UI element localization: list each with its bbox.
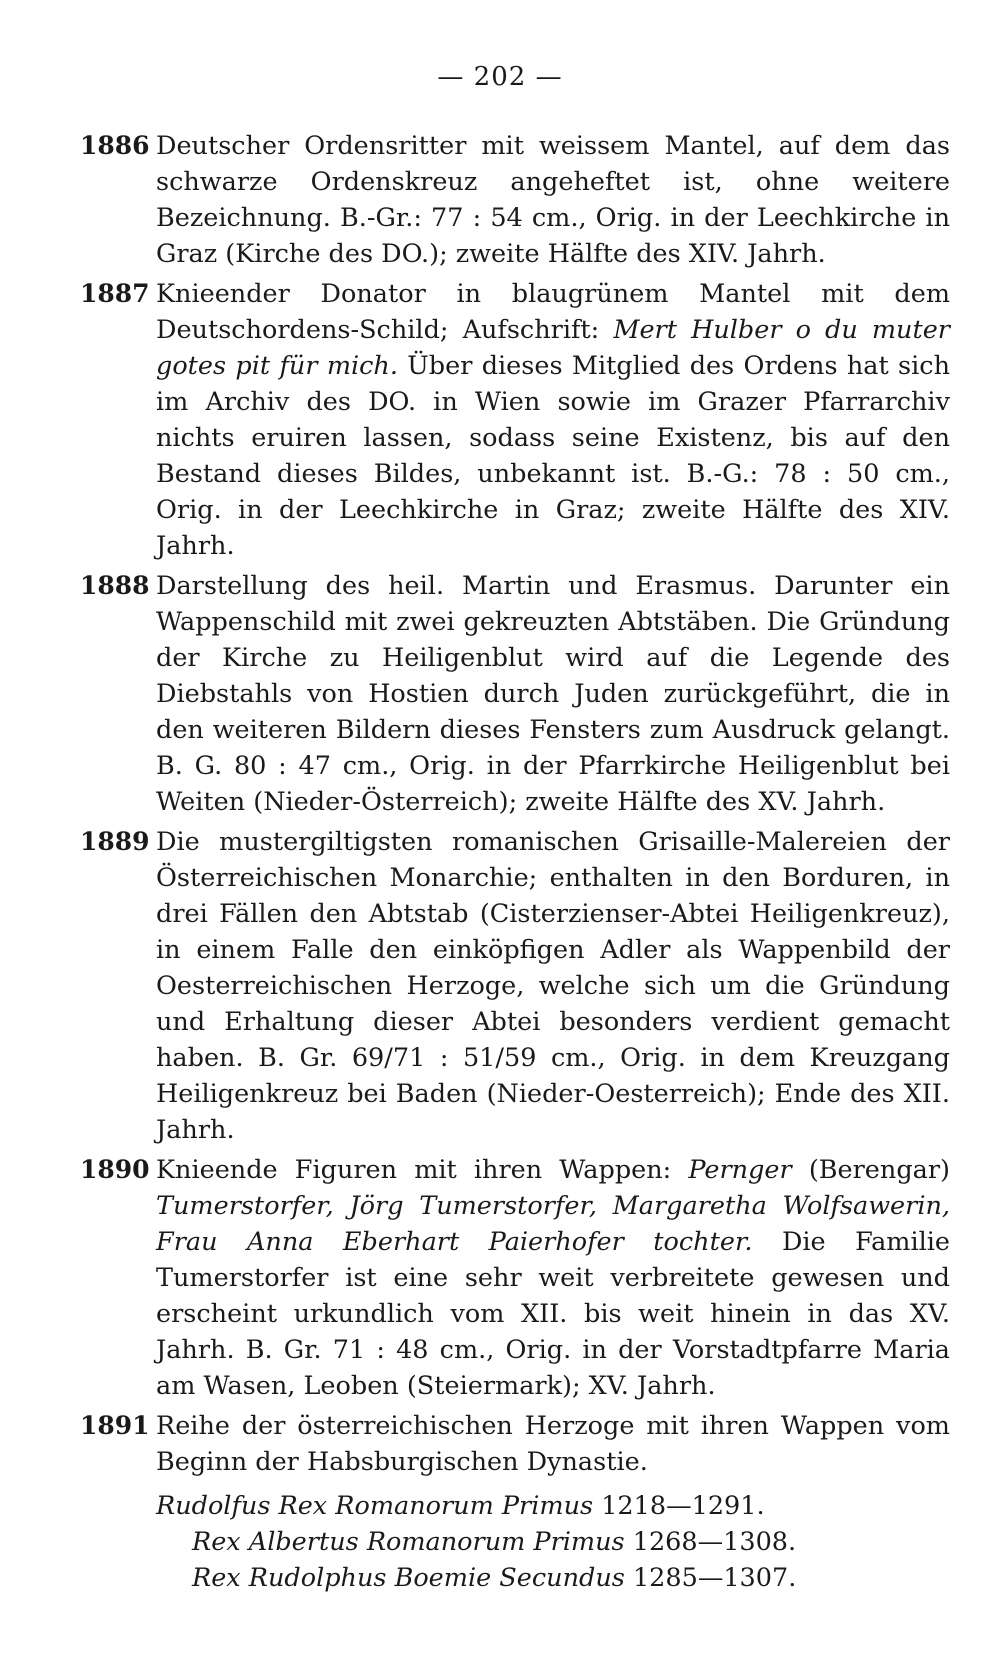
- duke-years: 1218—1291.: [601, 1491, 765, 1521]
- catalog-entry-1887: [80, 276, 950, 564]
- duke-line: [156, 1488, 950, 1524]
- entry-text: Darstellung des heil. Martin und Erasmus. Darunter ein Wappenschild mit zwei gekreuzten Abtstäben. Die Gründung der Kirche zu Heiligenblut wird auf die Legende des Diebstahls von Hostien durch Juden zurückgeführt, die in den weiteren Bildern dieses Fensters zum Ausdruck gelangt. B. G. 80 : 47 cm., Orig. in der Pfarrkirche Heiligenblut bei Weiten (Nieder-Österreich); zweite Hälfte des XV. Jahrh.: [156, 571, 950, 817]
- duke-years: 1268—1308.: [632, 1527, 797, 1557]
- duke-list: [156, 1488, 950, 1596]
- entry-text: Reihe der österreichischen Herzoge mit ihren Wappen vom Beginn der Habsburgischen Dynastie.: [156, 1411, 950, 1477]
- inscription-text: Pernger: [688, 1155, 792, 1185]
- entry-text: (Berengar): [808, 1155, 950, 1185]
- entry-number: 1887: [80, 279, 150, 308]
- duke-line: [156, 1524, 950, 1560]
- catalog-entries: [80, 128, 950, 1600]
- inscription-text: Tumerstorfer, Jörg Tumerstorfer, Margaretha Wolfsawerin, Frau Anna Eberhart Paierhofer tochter.: [156, 1191, 950, 1257]
- catalog-entry-1886: [80, 128, 950, 272]
- entry-text: Deutscher Ordensritter mit weissem Mantel, auf dem das schwarze Ordenskreuz angeheftet ist, ohne weitere Bezeichnung. B.-Gr.: 77 : 54 cm., Orig. in der Leechkirche in Graz (Kirche des DO.); zweite Hälfte des XIV. Jahrh.: [156, 131, 950, 269]
- duke-name: Rex Albertus Romanorum Primus: [192, 1527, 625, 1557]
- entry-text: Die Familie Tumerstorfer ist eine sehr weit verbreitete gewesen und erscheint urkundlich vom XII. bis weit hinein in das XV. Jahrh. B. Gr. 71 : 48 cm., Orig. in der Vorstadtpfarre Maria am Wasen, Leoben (Steiermark); XV. Jahrh.: [156, 1227, 951, 1401]
- entry-number: 1889: [80, 827, 150, 856]
- entry-text: Über dieses Mitglied des Ordens hat sich im Archiv des DO. in Wien sowie im Grazer Pfarrarchiv nichts eruiren lassen, sodass seine Existenz, bis auf den Bestand dieses Bildes, unbekannt ist. B.-G.: 78 : 50 cm., Orig. in der Leechkirche in Graz; zweite Hälfte des XIV. Jahrh.: [156, 351, 951, 561]
- duke-name: Rex Rudolphus Boemie Secundus: [192, 1563, 625, 1593]
- catalog-entry-1890: [80, 1152, 950, 1404]
- duke-name: Rudolfus Rex Romanorum Primus: [156, 1491, 594, 1521]
- catalog-entry-1888: [80, 568, 950, 820]
- entry-number: 1890: [80, 1155, 150, 1184]
- entry-number: 1891: [80, 1411, 150, 1440]
- entry-text: Knieende Figuren mit ihren Wappen:: [156, 1155, 672, 1185]
- entry-number: 1888: [80, 571, 150, 600]
- inscription-text: Mert Hulber o du muter gotes pit für mich.: [156, 315, 950, 381]
- duke-line: [156, 1560, 950, 1596]
- entry-number: 1886: [80, 131, 150, 160]
- entry-text: Knieender Donator in blaugrünem Mantel mit dem Deutschordens-Schild; Aufschrift:: [156, 279, 950, 345]
- catalog-entry-1891: [80, 1408, 950, 1596]
- duke-years: 1285—1307.: [632, 1563, 797, 1593]
- entry-text: Die mustergiltigsten romanischen Grisaille-Malereien der Österreichischen Monarchie; enthalten in den Borduren, in drei Fällen den Abtstab (Cisterzienser-Abtei Heiligenkreuz), in einem Falle den einköpfigen Adler als Wappenbild der Oesterreichischen Herzoge, welche sich um die Gründung und Erhaltung dieser Abtei besonders verdient gemacht haben. B. Gr. 69/71 : 51/59 cm., Orig. in dem Kreuzgang Heiligenkreuz bei Baden (Nieder-Oesterreich); Ende des XII. Jahrh.: [156, 827, 950, 1145]
- catalog-entry-1889: [80, 824, 950, 1148]
- page-number: — 202 —: [437, 62, 563, 92]
